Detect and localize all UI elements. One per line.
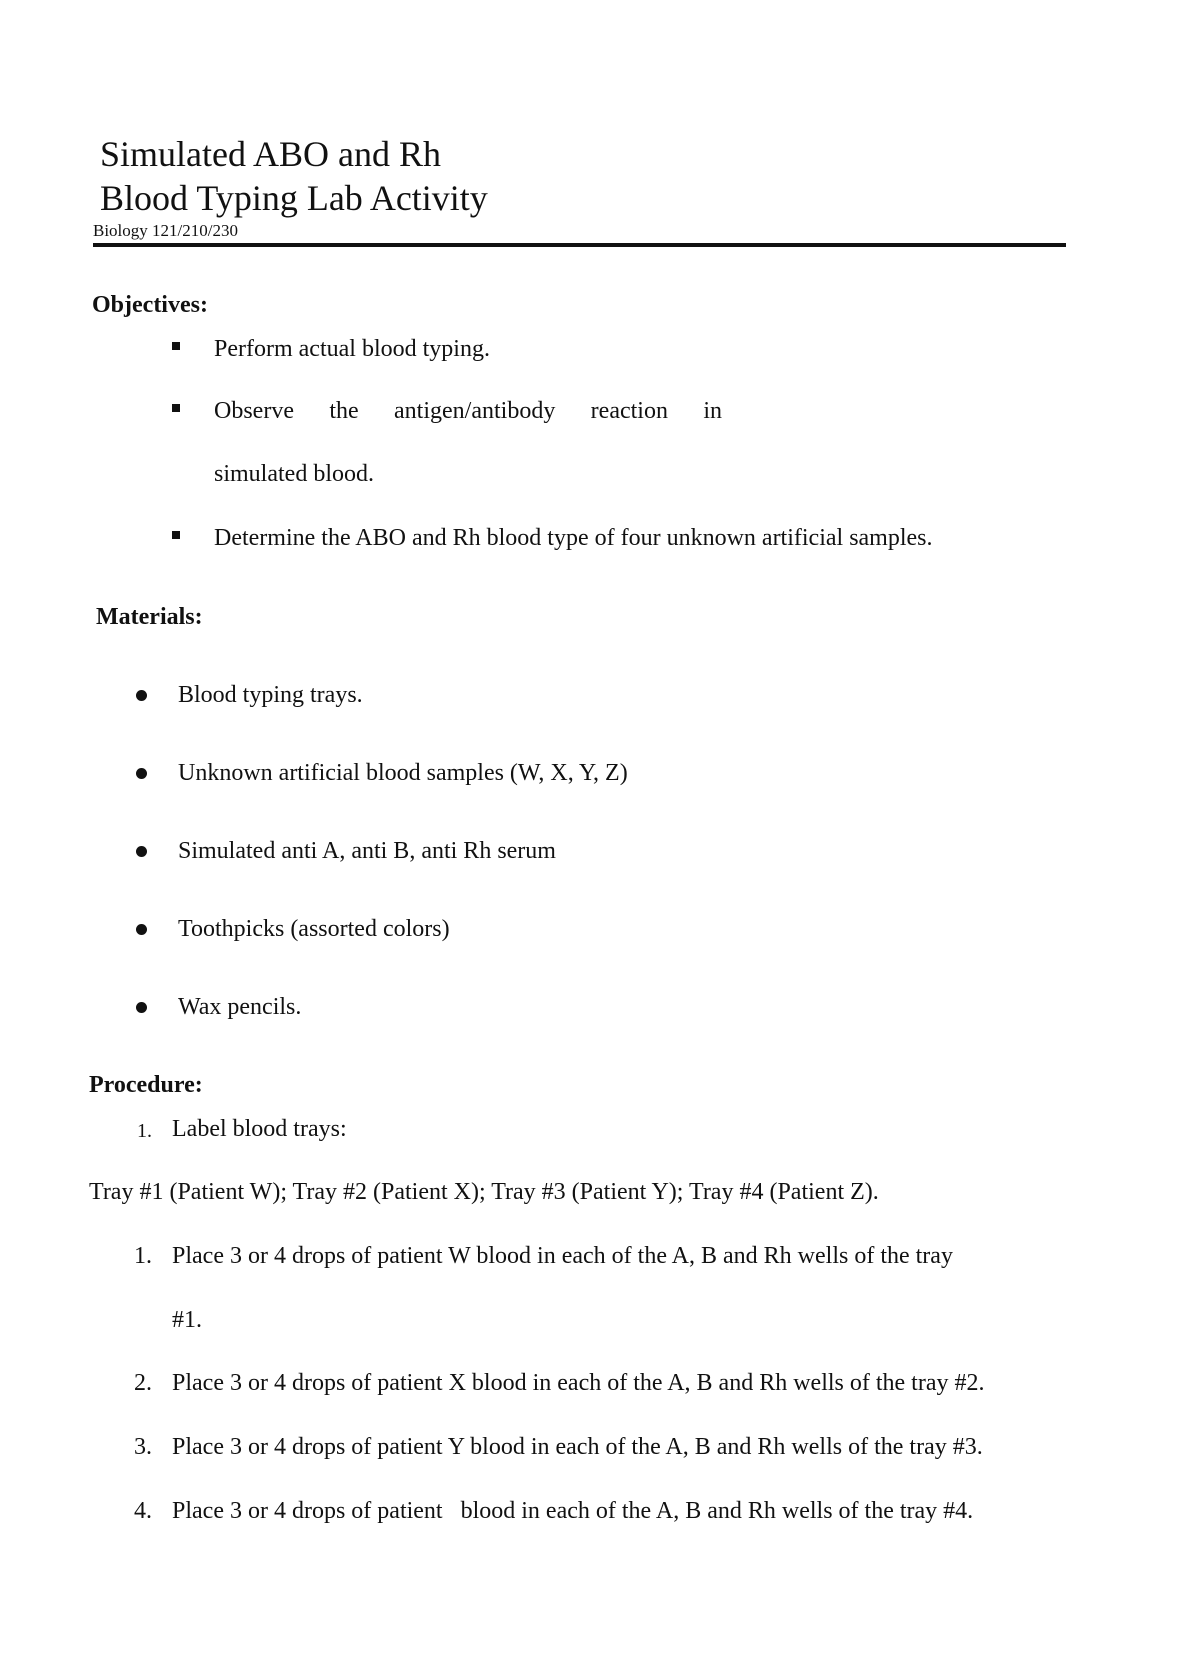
round-bullet-icon	[136, 690, 147, 701]
step-number: 1.	[134, 1243, 152, 1269]
objective-item-line-2: simulated blood.	[214, 461, 374, 487]
material-item: Unknown artificial blood samples (W, X, Y, Z)	[178, 760, 628, 786]
procedure-heading: Procedure:	[89, 1072, 203, 1098]
material-item: Toothpicks (assorted colors)	[178, 916, 450, 942]
square-bullet-icon	[172, 342, 180, 350]
objective-word: the	[329, 398, 359, 424]
document-title-line-1: Simulated ABO and Rh	[100, 134, 441, 174]
tray-labels-text: Tray #1 (Patient W); Tray #2 (Patient X); Tray #3 (Patient Y); Tray #4 (Patient Z).	[89, 1179, 879, 1205]
step-text: Place 3 or 4 drops of patient W blood in each of the A, B and Rh wells of the tray	[172, 1243, 953, 1269]
square-bullet-icon	[172, 404, 180, 412]
objective-word: in	[703, 398, 722, 424]
course-label: Biology 121/210/230	[93, 221, 238, 240]
round-bullet-icon	[136, 846, 147, 857]
document-title-line-2: Blood Typing Lab Activity	[100, 178, 488, 218]
step-text-continuation: #1.	[172, 1307, 202, 1333]
objective-word: reaction	[590, 398, 668, 424]
objective-item-line-1	[214, 397, 722, 425]
objective-item: Perform actual blood typing.	[214, 336, 490, 362]
step-text: Place 3 or 4 drops of patient X blood in each of the A, B and Rh wells of the tray #2.	[172, 1370, 985, 1396]
round-bullet-icon	[136, 768, 147, 779]
step-text: Place 3 or 4 drops of patient blood in each of the A, B and Rh wells of the tray #4.	[172, 1498, 974, 1524]
title-underline-divider	[93, 243, 1066, 247]
step-text: Label blood trays:	[172, 1116, 347, 1142]
step-number: 2.	[134, 1370, 152, 1396]
round-bullet-icon	[136, 1002, 147, 1013]
objective-item: Determine the ABO and Rh blood type of four unknown artificial samples.	[214, 525, 933, 551]
materials-heading: Materials:	[96, 604, 203, 630]
objective-word: Observe	[214, 398, 294, 424]
objective-word: antigen/antibody	[394, 398, 556, 424]
material-item: Blood typing trays.	[178, 682, 363, 708]
round-bullet-icon	[136, 924, 147, 935]
objectives-heading: Objectives:	[92, 292, 208, 318]
step-number: 4.	[134, 1498, 152, 1524]
step-number: 1.	[137, 1120, 152, 1142]
material-item: Simulated anti A, anti B, anti Rh serum	[178, 838, 556, 864]
step-number: 3.	[134, 1434, 152, 1460]
square-bullet-icon	[172, 531, 180, 539]
material-item: Wax pencils.	[178, 994, 302, 1020]
step-text: Place 3 or 4 drops of patient Y blood in each of the A, B and Rh wells of the tray #3.	[172, 1434, 983, 1460]
